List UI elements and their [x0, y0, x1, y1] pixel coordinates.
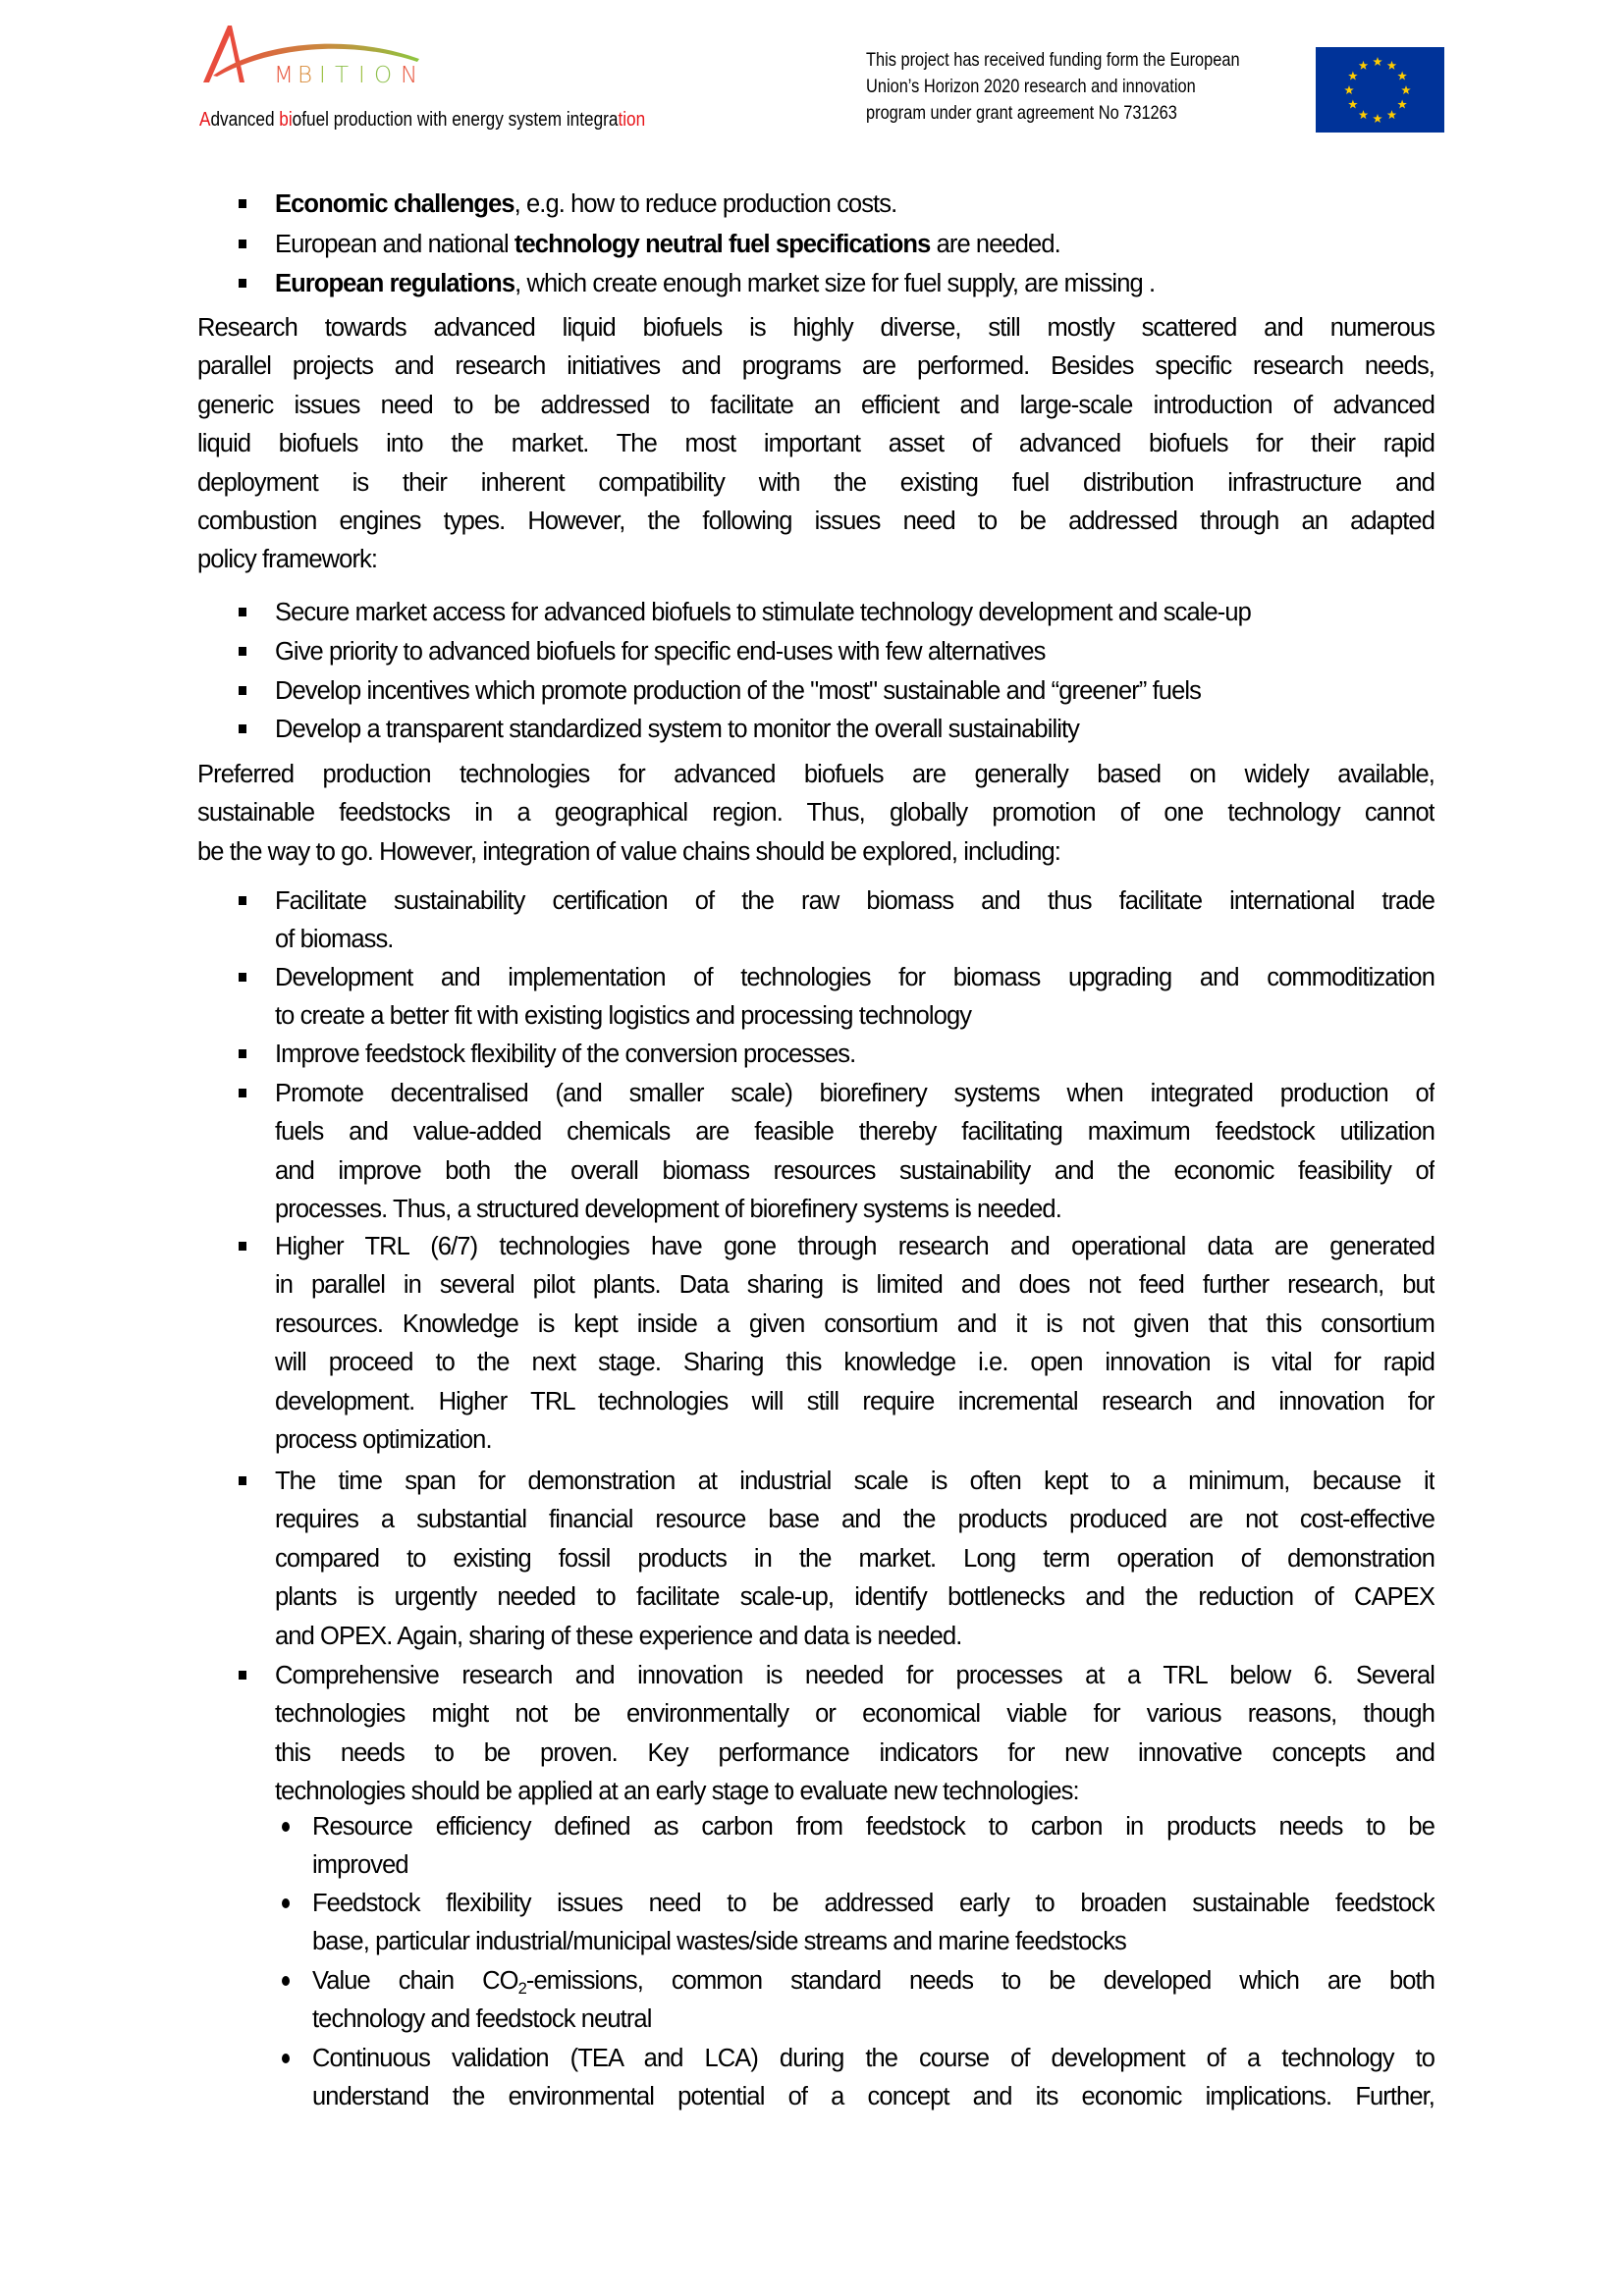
text-line — [275, 710, 1435, 749]
logo-letter: I — [358, 63, 365, 88]
text-line — [275, 1190, 1435, 1229]
project-tagline — [199, 108, 645, 132]
text-run: fuels and value-added chemicals are feasible thereby facilitating maximum feedstock utilization — [275, 1118, 1435, 1147]
text-line — [275, 996, 1435, 1036]
logo-letter: T — [335, 63, 350, 88]
text-line — [275, 881, 1435, 921]
funding-line: Union’s Horizon 2020 research and innovation — [866, 76, 1196, 97]
text-line — [275, 1151, 1435, 1191]
text-run: Feedstock flexibility issues need to be addressed early to broaden sustainable feedstock — [312, 1890, 1435, 1917]
logo-letter: O — [374, 63, 393, 88]
logo-letter-a — [203, 26, 244, 82]
text-line — [275, 225, 1435, 264]
bold-text: Economic challenges — [275, 190, 514, 218]
text-line — [275, 1694, 1435, 1734]
text-run: resources. Knowledge is kept inside a given consortium and it is not given that this consortium — [275, 1309, 1435, 1338]
text-line — [275, 1343, 1435, 1382]
square-bullet-icon — [239, 1476, 246, 1485]
text-line — [275, 1305, 1435, 1344]
square-bullet-icon — [239, 240, 246, 248]
text-line — [197, 347, 1435, 386]
text-run: and improve both the overall biomass resources sustainability and the economic feasibility of — [275, 1156, 1435, 1185]
text-line — [312, 1845, 1435, 1885]
round-bullet-icon — [282, 1976, 290, 1986]
round-bullet-icon — [282, 1822, 290, 1832]
funding-statement — [866, 47, 1240, 127]
square-bullet-icon — [239, 647, 246, 656]
square-bullet-icon — [239, 686, 246, 695]
text-line — [197, 540, 1435, 579]
text-run: -emissions, common standard needs to be developed which are both — [525, 1967, 1435, 1995]
bold-text: technology neutral fuel specifications — [514, 231, 931, 258]
text-line — [275, 920, 1435, 959]
text-run: requires a substantial financial resource base and the products produced are not cost-effective — [275, 1506, 1435, 1534]
logo-wordmark — [274, 63, 417, 88]
text-run: development. Higher TRL technologies will still require incremental research and innovation for — [275, 1387, 1435, 1415]
text-line — [312, 2000, 1435, 2039]
logo-letter: B — [298, 63, 313, 88]
ambition-logo — [201, 22, 427, 90]
text-line — [275, 1617, 1435, 1656]
text-line — [275, 1577, 1435, 1617]
square-bullet-icon — [239, 1671, 246, 1680]
text-line — [312, 2077, 1435, 2116]
text-run: compared to existing fossil products in the market. Long term operation of demonstration — [275, 1544, 1435, 1573]
text-run: and OPEX. Again, sharing of these experience and data is needed. — [275, 1622, 962, 1650]
text-line — [275, 264, 1435, 303]
text-line — [275, 1656, 1435, 1695]
text-run: plants is urgently needed to facilitate scale-up, identify bottlenecks and the reduction of CAPEX — [275, 1583, 1435, 1612]
text-run: of biomass. — [275, 926, 394, 954]
text-run: base, particular industrial/municipal wastes/side streams and marine feedstocks — [312, 1928, 1126, 1956]
square-bullet-icon — [239, 199, 246, 208]
text-line — [275, 1227, 1435, 1266]
eu-flag-icon — [1316, 47, 1444, 133]
text-run: Develop a transparent standardized system to monitor the overall sustainability — [275, 716, 1080, 743]
logo-letter: I — [319, 63, 326, 88]
text-run: to create a better fit with existing logistics and processing technology — [275, 1002, 972, 1031]
square-bullet-icon — [239, 973, 246, 982]
text-run: technologies should be applied at an early stage to evaluate new technologies: — [275, 1778, 1079, 1806]
text-line — [275, 1382, 1435, 1421]
square-bullet-icon — [239, 724, 246, 733]
text-run: The time span for demonstration at industrial scale is often kept to a minimum, because it — [275, 1468, 1435, 1495]
square-bullet-icon — [239, 896, 246, 905]
text-run: will proceed to the next stage. Sharing this knowledge i.e. open innovation is vital for rapid — [275, 1349, 1435, 1377]
square-bullet-icon — [239, 1242, 246, 1251]
text-line — [275, 1265, 1435, 1305]
text-run: Secure market access for advanced biofuels to stimulate technology development and scale-up — [275, 599, 1251, 626]
text-line — [275, 1074, 1435, 1113]
tagline-text: ofuel production with energy system integra — [292, 109, 619, 131]
text-line — [275, 671, 1435, 711]
text-line — [197, 502, 1435, 541]
text-line — [275, 1035, 1435, 1074]
text-run: combustion engines types. However, the following issues need to be addressed through an adapted — [197, 507, 1435, 535]
text-run: Facilitate sustainability certification of the raw biomass and thus facilitate international trade — [275, 887, 1435, 915]
text-run: be the way to go. However, integration of value chains should be explored, including: — [197, 837, 1060, 866]
text-run: deployment is their inherent compatibility with the existing fuel distribution infrastructure and — [197, 468, 1435, 497]
text-line — [197, 308, 1435, 347]
text-line — [275, 593, 1435, 632]
text-line — [197, 832, 1435, 872]
text-run: improved — [312, 1851, 408, 1880]
text-line — [275, 958, 1435, 997]
text-line — [275, 1539, 1435, 1578]
text-run: understand the environmental potential of a concept and its economic implications. Further, — [312, 2083, 1435, 2111]
text-line — [275, 1500, 1435, 1539]
text-line — [197, 463, 1435, 503]
text-run: , which create enough market size for fuel supply, are missing . — [514, 270, 1156, 297]
text-line — [197, 793, 1435, 832]
text-run: this needs to be proven. Key performance indicators for new innovative concepts and — [275, 1738, 1435, 1767]
tagline-highlight: A — [199, 109, 211, 131]
text-line — [275, 1420, 1435, 1460]
text-run: European and national — [275, 231, 514, 258]
tagline-text: dvanced — [210, 109, 280, 131]
tagline-highlight: bi — [279, 109, 293, 131]
text-line — [197, 386, 1435, 425]
text-line — [275, 1772, 1435, 1811]
text-run: processes. Thus, a structured development of biorefinery systems is needed. — [275, 1196, 1061, 1224]
bold-text: European regulations — [275, 270, 515, 297]
square-bullet-icon — [239, 1089, 246, 1097]
text-line — [312, 2039, 1435, 2078]
tagline-highlight: tion — [618, 109, 646, 131]
logo-letter: M — [274, 63, 294, 88]
text-line — [275, 632, 1435, 671]
text-run: Develop incentives which promote production of the "most" sustainable and “greener” fuels — [275, 677, 1201, 705]
text-line — [312, 1961, 1435, 2001]
funding-line: program under grant agreement No 731263 — [866, 102, 1177, 124]
subscript-text: 2 — [517, 1978, 526, 1998]
text-line — [275, 1462, 1435, 1501]
square-bullet-icon — [239, 1049, 246, 1058]
funding-line: This project has received funding form the European — [866, 49, 1240, 71]
text-run: are needed. — [930, 231, 1060, 258]
text-line — [312, 1884, 1435, 1923]
text-run: parallel projects and research initiatives and programs are performed. Besides specific research needs, — [197, 352, 1435, 381]
text-run: technology and feedstock neutral — [312, 2005, 652, 2034]
text-run: in parallel in several pilot plants. Data sharing is limited and does not feed further research, but — [275, 1271, 1435, 1300]
square-bullet-icon — [239, 279, 246, 288]
text-run: liquid biofuels into the market. The most important asset of advanced biofuels for their rapid — [197, 430, 1435, 458]
text-run: policy framework: — [197, 546, 378, 574]
text-line — [312, 1807, 1435, 1846]
text-line — [275, 1112, 1435, 1151]
text-line — [197, 424, 1435, 463]
text-run: Resource efficiency defined as carbon from feedstock to carbon in products needs to be — [312, 1813, 1435, 1841]
text-run: generic issues need to be addressed to facilitate an efficient and large-scale introduction of advanced — [197, 391, 1435, 419]
text-run: , e.g. how to reduce production costs. — [514, 190, 897, 218]
logo-letter: N — [401, 63, 418, 88]
text-run: Higher TRL (6/7) technologies have gone through research and operational data are generated — [275, 1233, 1435, 1260]
text-run: technologies might not be environmentally or economical viable for various reasons, though — [275, 1700, 1435, 1729]
text-run: Improve feedstock flexibility of the conversion processes. — [275, 1041, 856, 1068]
square-bullet-icon — [239, 608, 246, 616]
text-run: sustainable feedstocks in a geographical region. Thus, globally promotion of one technology cannot — [197, 799, 1435, 828]
text-line — [197, 755, 1435, 794]
text-run: Comprehensive research and innovation is needed for processes at a TRL below 6. Several — [275, 1662, 1435, 1689]
text-run: Preferred production technologies for advanced biofuels are generally based on widely available, — [197, 761, 1435, 788]
text-run: Development and implementation of technologies for biomass upgrading and commoditization — [275, 964, 1435, 991]
text-line — [312, 1922, 1435, 1961]
round-bullet-icon — [282, 1898, 290, 1908]
text-run: Research towards advanced liquid biofuels is highly diverse, still mostly scattered and numerous — [197, 314, 1435, 342]
text-run: process optimization. — [275, 1426, 492, 1454]
text-line — [275, 185, 1435, 224]
text-run: Value chain CO — [312, 1967, 518, 1995]
text-line — [275, 1734, 1435, 1773]
text-run: Promote decentralised (and smaller scale) biorefinery systems when integrated production of — [275, 1080, 1435, 1107]
round-bullet-icon — [282, 2054, 290, 2063]
text-run: Give priority to advanced biofuels for specific end-uses with few alternatives — [275, 638, 1046, 666]
text-run: Continuous validation (TEA and LCA) during the course of development of a technology to — [312, 2045, 1435, 2072]
